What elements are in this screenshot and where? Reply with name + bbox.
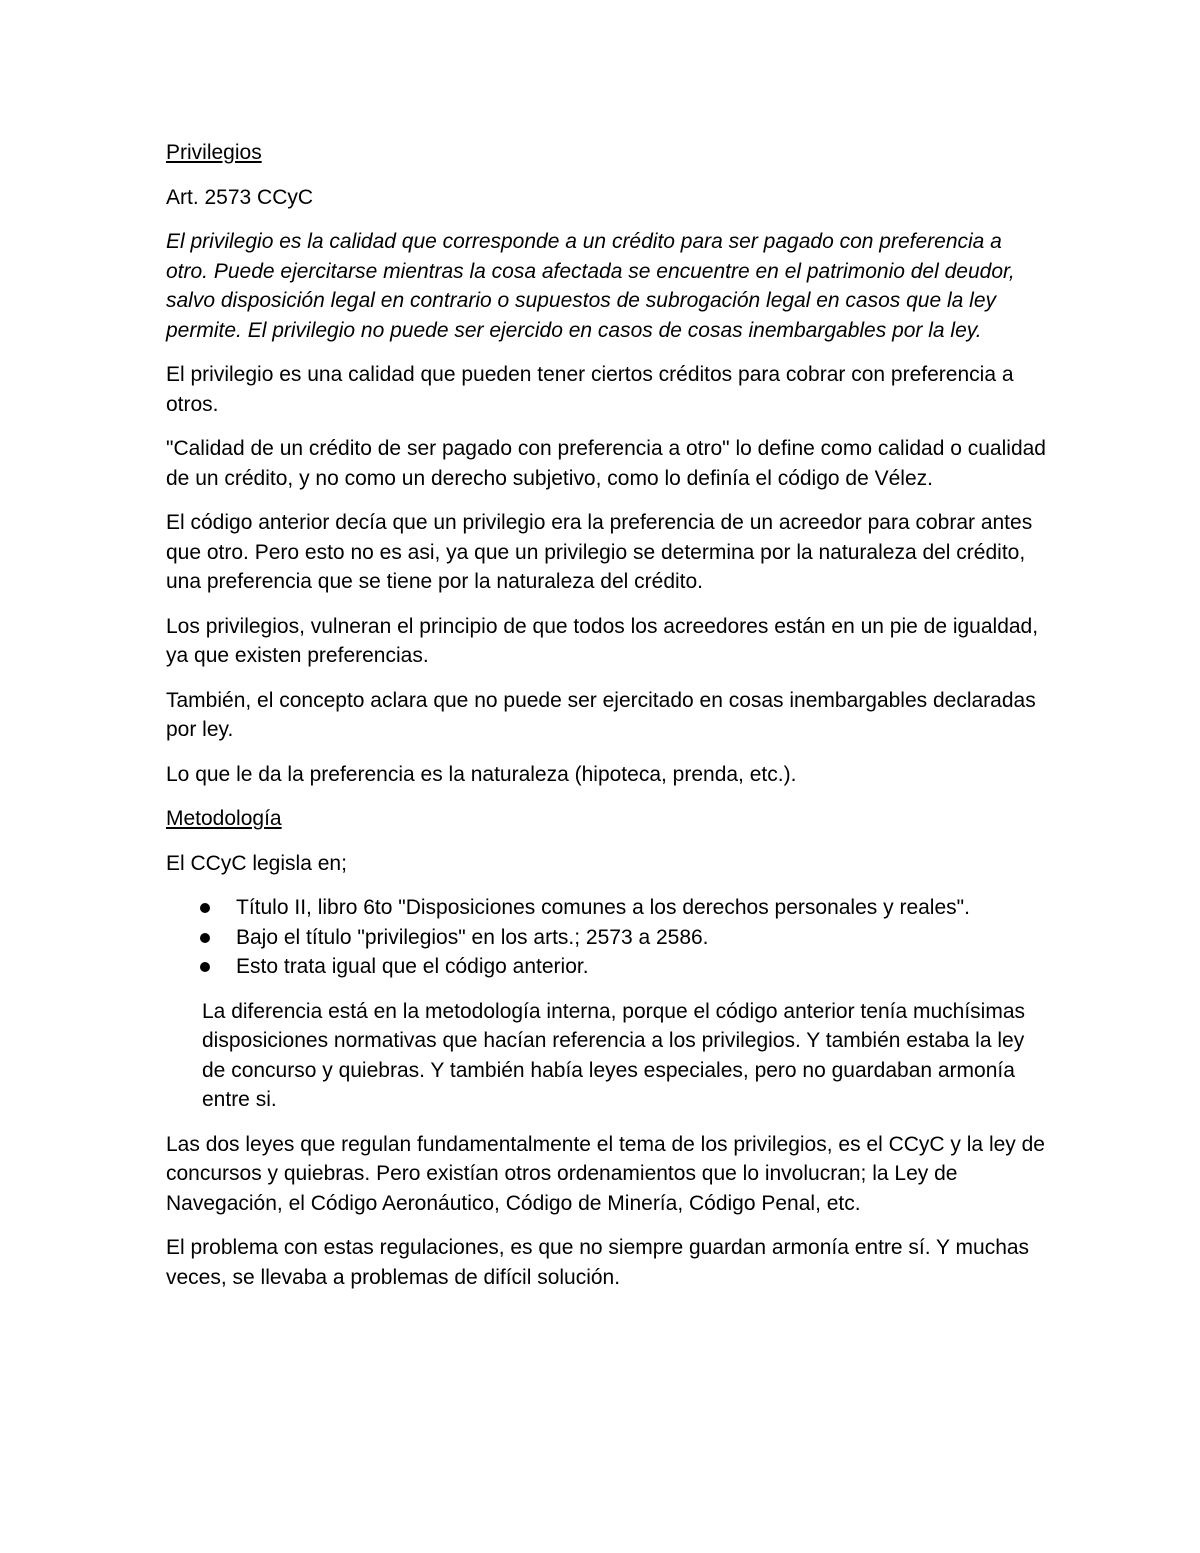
paragraph-7: El CCyC legisla en; — [166, 851, 347, 875]
bullet-icon — [200, 933, 210, 943]
paragraph-1: El privilegio es una calidad que pueden tener ciertos créditos para cobrar con preferencia a otros. — [166, 363, 1014, 416]
bullet-icon — [200, 903, 210, 913]
paragraph-4: Los privilegios, vulneran el principio de que todos los acreedores están en un pie de igualdad, ya que existen preferencias. — [166, 614, 1039, 667]
list-item — [236, 893, 1046, 923]
list-item-text: Esto trata igual que el código anterior. — [236, 955, 589, 978]
paragraph-5: También, el concepto aclara que no puede ser ejercitado en cosas inembargables declaradas por ley. — [166, 688, 1036, 741]
bullet-list — [166, 893, 1046, 982]
heading-metodologia: Metodología — [166, 807, 282, 830]
document-page — [166, 138, 1046, 1307]
paragraph-9: El problema con estas regulaciones, es que no siempre guardan armonía entre sí. Y muchas veces, se llevaba a problemas de difícil solución. — [166, 1236, 1030, 1289]
paragraph-6: Lo que le da la preferencia es la naturaleza (hipoteca, prenda, etc.). — [166, 762, 797, 786]
bullet-icon — [200, 962, 210, 972]
article-reference: Art. 2573 CCyC — [166, 185, 314, 209]
paragraph-8: Las dos leyes que regulan fundamentalmente el tema de los privilegios, es el CCyC y la ley de concursos y quiebras. Pero existían otros ordenamientos que lo involucran; la Ley de Navegación, el Código Aeronáutico, Código de Minería, Código Penal, etc. — [166, 1132, 1045, 1215]
heading-privilegios: Privilegios — [166, 141, 262, 164]
paragraph-2: "Calidad de un crédito de ser pagado con preferencia a otro" lo define como calidad o cualidad de un crédito, y no como un derecho subjetivo, como lo definía el código de Vélez. — [166, 437, 1046, 490]
list-item-text: Bajo el título "privilegios" en los arts.; 2573 a 2586. — [236, 925, 709, 949]
list-item — [236, 923, 1046, 953]
list-item — [236, 952, 1046, 982]
list-item-text: Título II, libro 6to "Disposiciones comunes a los derechos personales y reales". — [236, 896, 970, 919]
paragraph-3: El código anterior decía que un privilegio era la preferencia de un acreedor para cobrar antes que otro. Pero esto no es asi, ya que un privilegio se determina por la naturaleza del crédito, una preferencia que se tiene por la naturaleza del crédito. — [166, 511, 1033, 593]
article-quote: El privilegio es la calidad que corresponde a un crédito para ser pagado con preferencia a otro. Puede ejercitarse mientras la cosa afectada se encuentre en el patrimonio del deudor, salvo disposición legal en contrario o supuestos de subrogación legal en casos que la ley permite. El privilegio no puede ser ejercido en casos de cosas inembargables por la ley. — [166, 230, 1015, 342]
indented-paragraph: La diferencia está en la metodología interna, porque el código anterior tenía muchísimas disposiciones normativas que hacían referencia a los privilegios. Y también estaba la ley de concurso y quiebras. Y también había leyes especiales, pero no guardaban armonía entre si. — [202, 999, 1025, 1111]
